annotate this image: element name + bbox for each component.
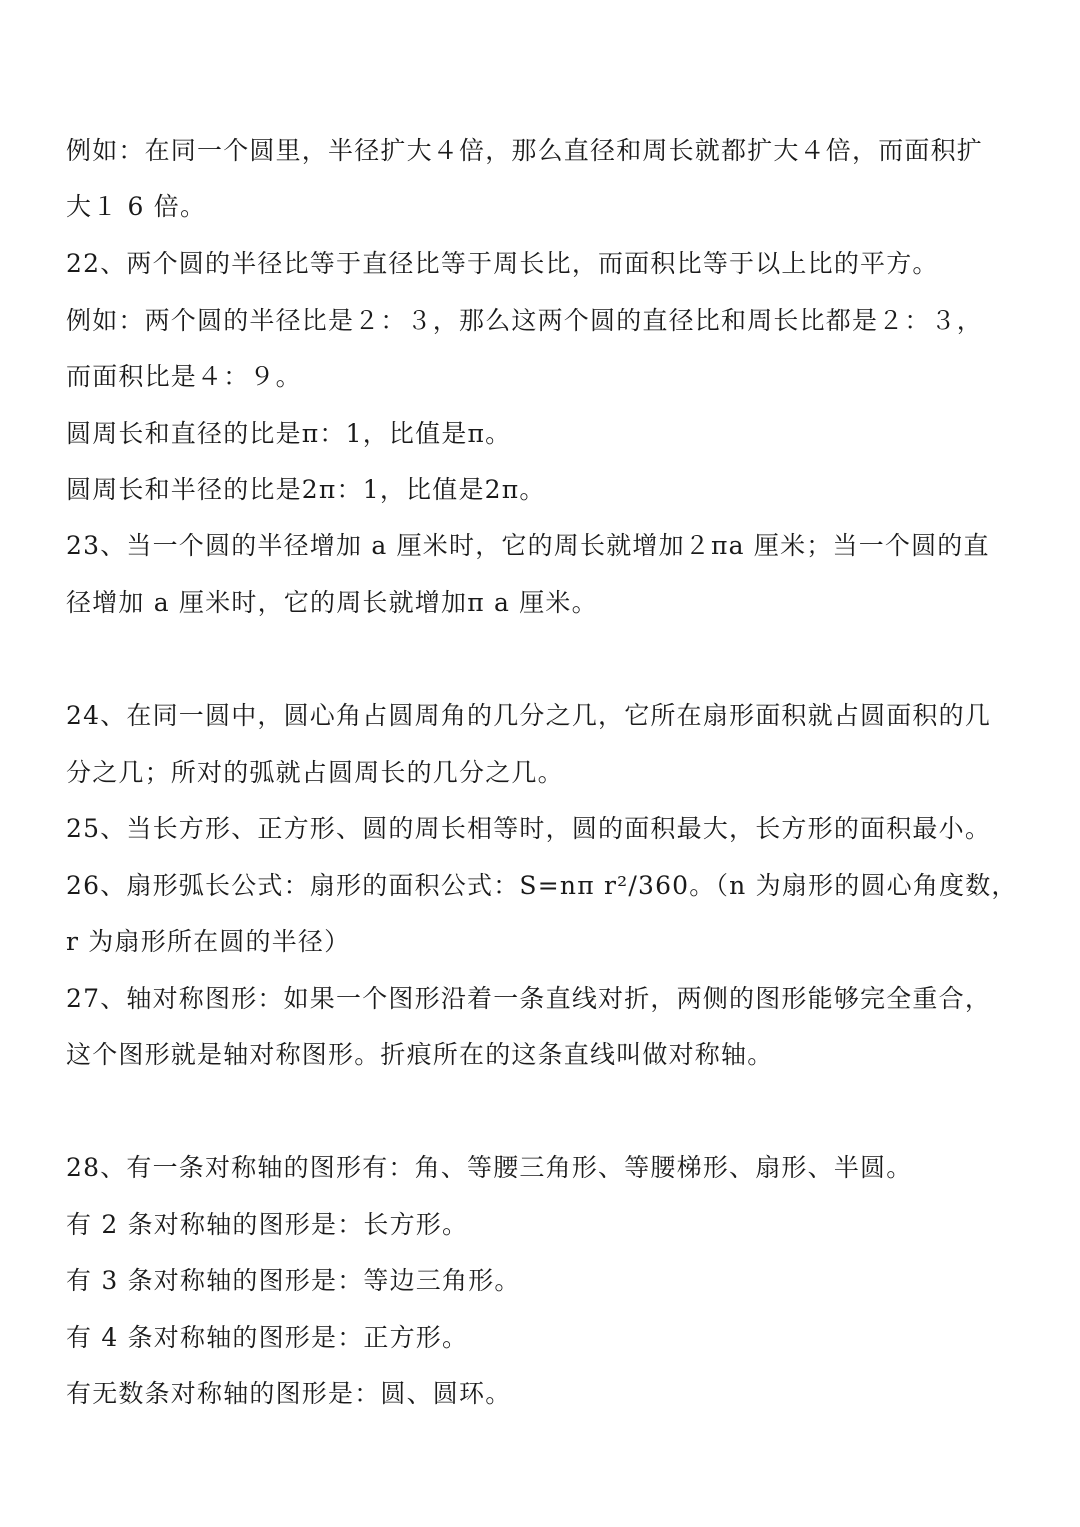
text-line: 22、两个圆的半径比等于直径比等于周长比，而面积比等于以上比的平方。: [66, 249, 939, 278]
text-line: 例如：在同一个圆里，半径扩大４倍，那么直径和周长就都扩大４倍，而面积扩: [66, 136, 984, 165]
text-line: 圆周长和半径的比是2π：1，比值是2π。: [66, 475, 546, 504]
text-line: 而面积比是４：９。: [66, 362, 302, 391]
text-line: 有无数条对称轴的图形是：圆、圆环。: [66, 1379, 512, 1408]
text-line: 有 3 条对称轴的图形是：等边三角形。: [66, 1266, 521, 1295]
text-line: r 为扇形所在圆的半径）: [66, 927, 351, 956]
text-line: 24、在同一圆中，圆心角占圆周角的几分之几，它所在扇形面积就占圆面积的几: [66, 701, 992, 730]
text-line: 26、扇形弧长公式：扇形的面积公式：S=nπ r²/360。（n 为扇形的圆心角度数，: [66, 871, 1018, 900]
text-line: 有 4 条对称轴的图形是：正方形。: [66, 1323, 469, 1352]
text-line: 27、轴对称图形：如果一个图形沿着一条直线对折，两侧的图形能够完全重合，: [66, 984, 992, 1013]
text-line: 25、当长方形、正方形、圆的周长相等时，圆的面积最大，长方形的面积最小。: [66, 814, 992, 843]
text-line: 大１ 6 倍。: [66, 192, 207, 221]
text-line: 28、有一条对称轴的图形有：角、等腰三角形、等腰梯形、扇形、半圆。: [66, 1153, 913, 1182]
text-line: 有 2 条对称轴的图形是：长方形。: [66, 1210, 469, 1239]
text-line: 例如：两个圆的半径比是２：３，那么这两个圆的直径比和周长比都是２：３，: [66, 306, 984, 335]
text-line: 分之几；所对的弧就占圆周长的几分之几。: [66, 758, 564, 787]
text-line: 这个图形就是轴对称图形。折痕所在的这条直线叫做对称轴。: [66, 1040, 774, 1069]
text-line: 23、当一个圆的半径增加 a 厘米时，它的周长就增加２πa 厘米；当一个圆的直: [66, 531, 990, 560]
text-line: 圆周长和直径的比是π：1，比值是π。: [66, 419, 512, 448]
text-line: 径增加 a 厘米时，它的周长就增加π a 厘米。: [66, 588, 598, 617]
